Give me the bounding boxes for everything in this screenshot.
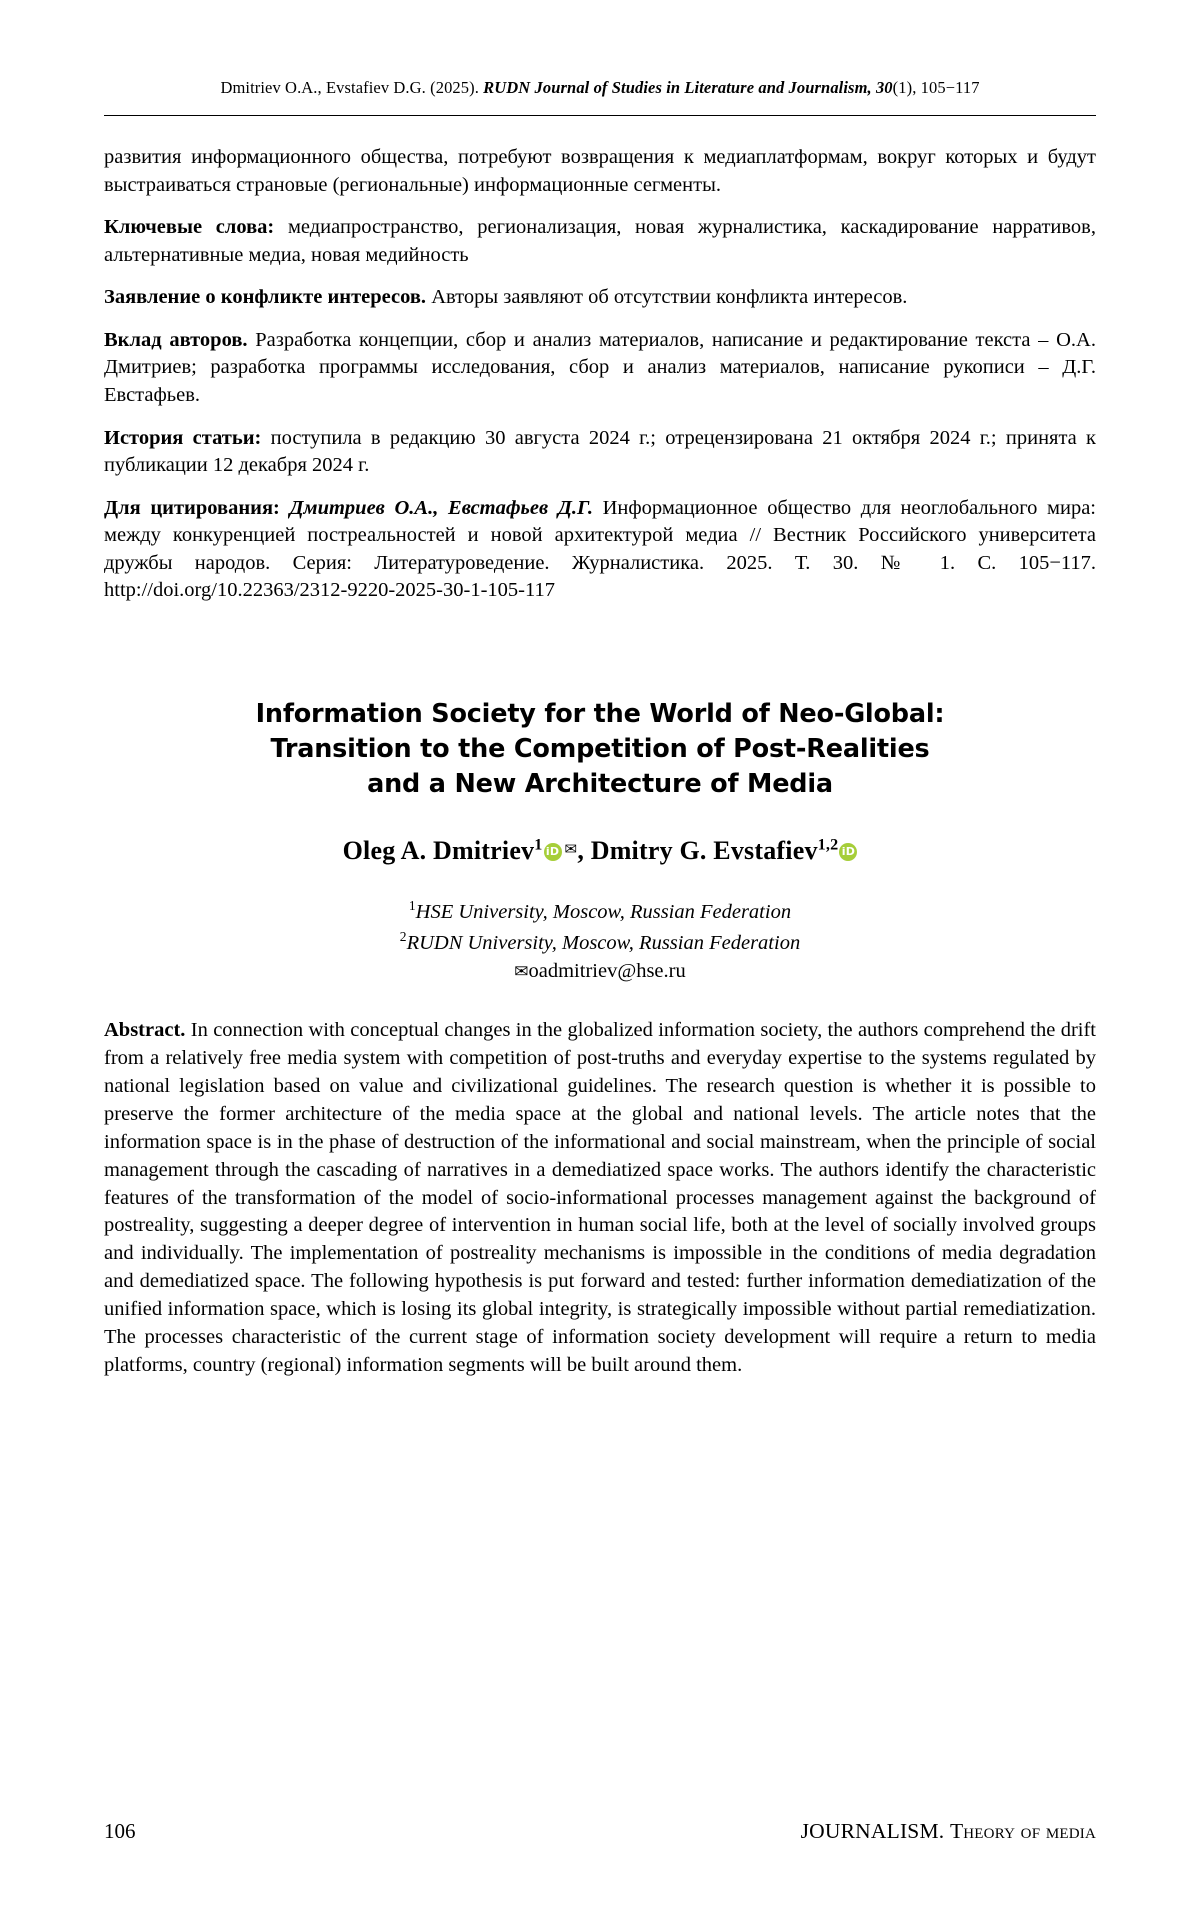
history-paragraph bbox=[104, 425, 1096, 480]
contribution-label: Вклад авторов. bbox=[104, 328, 248, 351]
running-head-authors: Dmitriev O.A., Evstafiev D.G. (2025). bbox=[220, 78, 479, 97]
affiliation-2-marker: 2 bbox=[399, 929, 407, 945]
author-2-affiliation-marker: 1,2 bbox=[817, 836, 839, 854]
affiliation-1-marker: 1 bbox=[408, 898, 416, 914]
page-footer bbox=[104, 1819, 1096, 1844]
journal-section-word-2: Theory of media bbox=[949, 1819, 1096, 1843]
conflict-text: Авторы заявляют об отсутствии конфликта интересов. bbox=[426, 286, 908, 309]
orcid-icon[interactable]: iD bbox=[839, 843, 857, 861]
abstract bbox=[104, 1017, 1096, 1379]
affiliation-2-text: RUDN University, Moscow, Russian Federation bbox=[406, 932, 801, 955]
contribution-paragraph bbox=[104, 327, 1096, 410]
article-title-line-2: Transition to the Competition of Post-Realities bbox=[270, 734, 930, 765]
contribution-text: Разработка концепции, сбор и анализ материалов, написание и редактирование текста – О.А. Дмитриев; разработка программы исследования, сбор и анализ материалов, написание рукописи – Д.Г. Евстафьев. bbox=[104, 328, 1096, 406]
continued-paragraph: развития информационного общества, потребуют возвращения к медиаплатформам, вокруг которых и будут выстраиваться страновые (региональные) информационные сегменты. bbox=[104, 146, 1096, 196]
orcid-icon[interactable]: iD bbox=[544, 843, 562, 861]
russian-metadata-block bbox=[104, 144, 1096, 605]
running-head-issue-pages: (1), 105−117 bbox=[892, 78, 980, 97]
affiliation-1 bbox=[104, 896, 1096, 927]
author-list: Oleg A. Dmitriev$^1$ iD ✉, Dmitry G. Evstafiev$^{1,2}$ iD bbox=[104, 836, 1096, 866]
running-head bbox=[104, 0, 1096, 98]
citation-authors: Дмитриев О.А., Евстафьев Д.Г. bbox=[279, 496, 593, 519]
affiliation-2 bbox=[104, 927, 1096, 958]
journal-section bbox=[801, 1819, 1096, 1844]
affiliations bbox=[104, 896, 1096, 958]
article-title-line-3: and a New Architecture of Media bbox=[367, 769, 833, 800]
article-title bbox=[104, 697, 1096, 803]
author-name-1: Oleg A. Dmitriev bbox=[342, 836, 535, 866]
citation-label: Для цитирования: bbox=[104, 496, 280, 519]
keywords-label: Ключевые слова: bbox=[104, 216, 275, 239]
author-1-affiliation-marker: 1 bbox=[534, 836, 543, 854]
email-icon[interactable]: ✉ bbox=[564, 842, 578, 859]
keywords-text: медиапространство, регионализация, новая журналистика, каскадирование нарративов, альтернативные медиа, новая медийность bbox=[104, 216, 1096, 266]
affiliation-1-text: HSE University, Moscow, Russian Federation bbox=[415, 901, 792, 924]
running-head-journal: RUDN Journal of Studies in Literature and Journalism, 30 bbox=[483, 78, 893, 97]
page-content bbox=[104, 0, 1096, 1380]
abstract-label: Abstract. bbox=[104, 1019, 186, 1042]
author-name-2: Dmitry G. Evstafiev bbox=[590, 836, 818, 866]
history-text: поступила в редакцию 30 августа 2024 г.; отрецензирована 21 октября 2024 г.; принята к публикации 12 декабря 2024 г. bbox=[104, 426, 1097, 477]
history-label: История статьи: bbox=[104, 426, 262, 449]
conflict-paragraph bbox=[104, 284, 1096, 312]
article-title-line-1: Information Society for the World of Neo-Global: bbox=[255, 698, 945, 729]
email-address: oadmitriev@hse.ru bbox=[528, 960, 686, 983]
journal-section-word-1: JOURNALISM. bbox=[800, 1819, 945, 1843]
page-number: 106 bbox=[104, 1819, 136, 1843]
abstract-text: In connection with conceptual changes in the globalized information society, the authors comprehend the drift from a relatively free media system with competition of post-truths and everyday expertise to the systems regulated by national legislation based on value and civilizational guidelines. The research question is whether it is possible to preserve the former architecture of the media space at the global and national levels. The article notes that the information space is in the phase of destruction of the informational and social mainstream, when the principle of social management through the cascading of narratives in a demediatized space works. The authors identify the characteristic features of the transformation of the model of socio-informational processes management against the background of postreality, suggesting a deeper degree of intervention in human social life, both at the level of socially involved groups and individually. The implementation of postreality mechanisms is impossible in the conditions of media degradation and demediatized space. The following hypothesis is put forward and tested: further information demediatization of the unified information space, which is losing its global integrity, is strategically impossible without partial remediatization. The processes characteristic of the current stage of information society development will require a return to media platforms, country (regional) information segments will be built around them. bbox=[104, 1019, 1096, 1376]
citation-paragraph bbox=[104, 495, 1096, 605]
keywords-paragraph bbox=[104, 214, 1096, 269]
email-icon: ✉ bbox=[514, 962, 529, 982]
citation-text: Информационное общество для неоглобального мира: между конкуренцией постреальностей и новой архитектурой медиа // Вестник Российского университета дружбы народов. Серия: Литературоведение. Журналистика. 2025. Т. 30. № 1. С. 105−117. http://doi.org/10.22363/2312-9220-2025-30-1-105-117 bbox=[104, 496, 1097, 602]
corresponding-email[interactable] bbox=[104, 960, 1096, 983]
conflict-label: Заявление о конфликте интересов. bbox=[104, 286, 427, 309]
header-divider bbox=[104, 115, 1096, 116]
